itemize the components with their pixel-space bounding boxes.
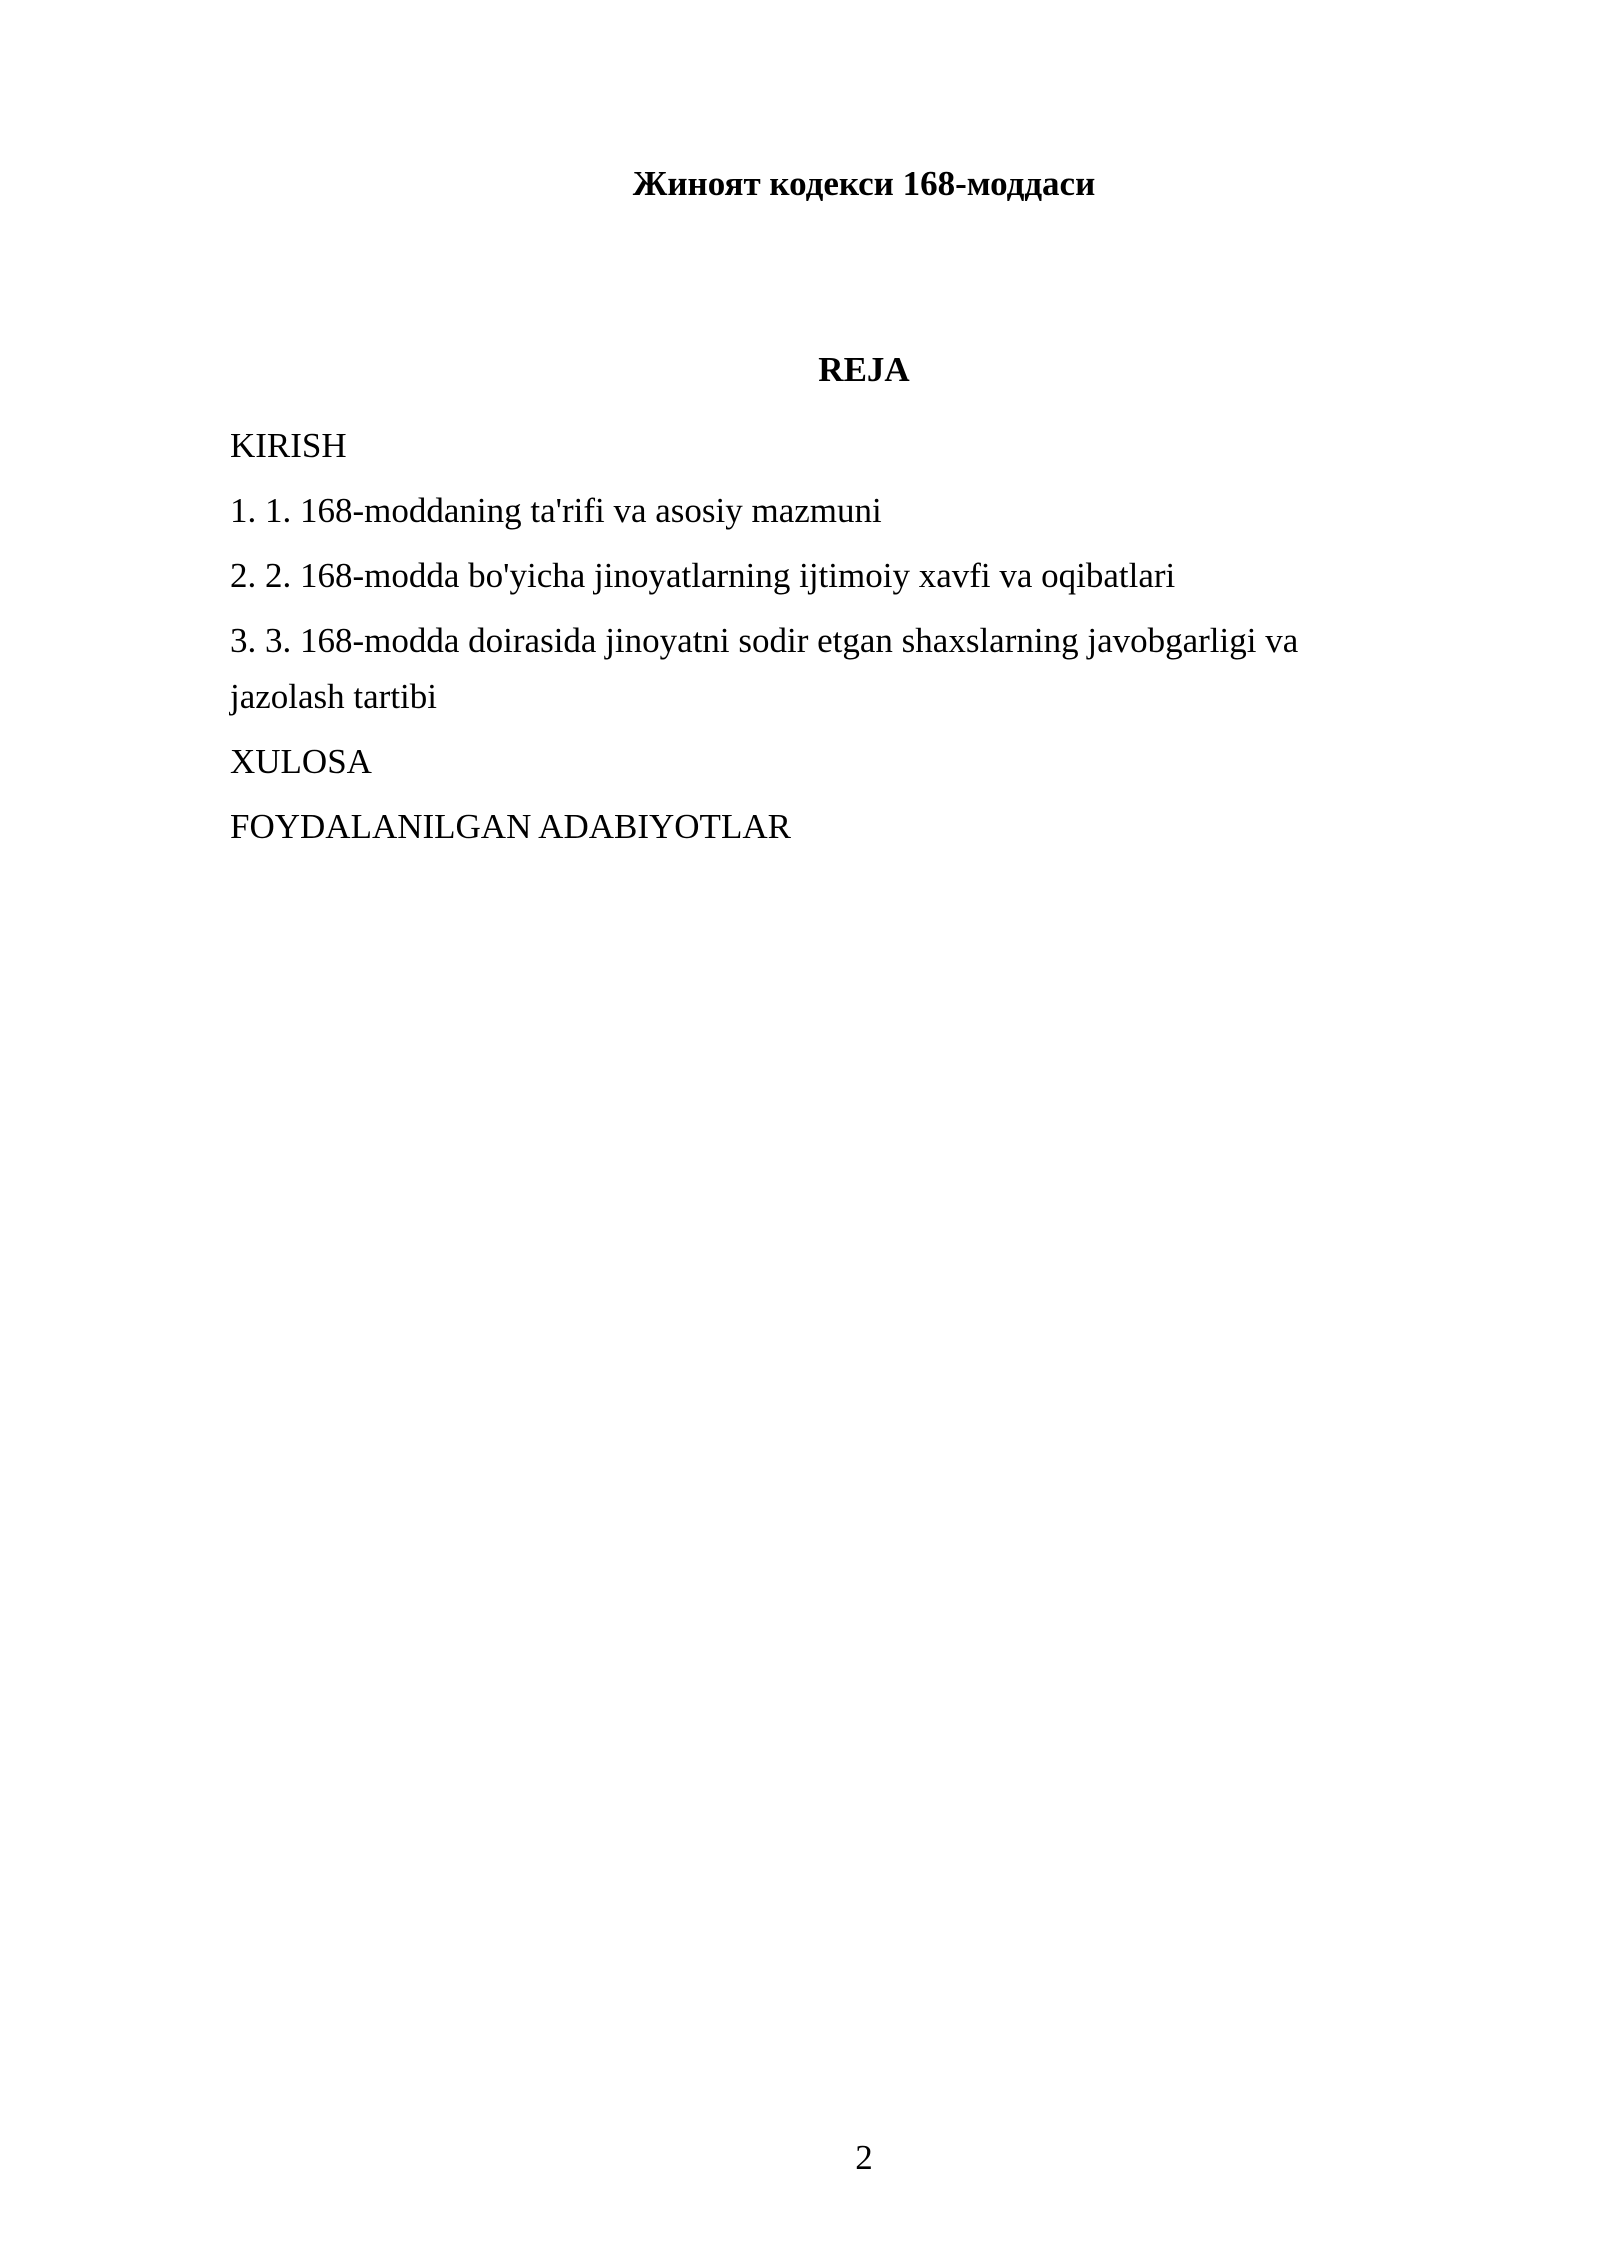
toc-item-references: FOYDALANILGAN ADABIYOTLAR bbox=[230, 807, 791, 846]
toc-item-conclusion: XULOSA bbox=[230, 742, 372, 781]
plan-heading: REJA bbox=[818, 350, 910, 389]
toc-item-section-2: 2. 2. 168-modda bo'yicha jinoyatlarning ijtimoiy xavfi va oqibatlari bbox=[230, 556, 1176, 595]
page-number: 2 bbox=[855, 2138, 873, 2177]
toc-item-introduction: KIRISH bbox=[230, 426, 347, 465]
document-title: Жиноят кодекси 168-моддаси bbox=[632, 164, 1096, 203]
toc-item-section-1: 1. 1. 168-moddaning ta'rifi va asosiy mazmuni bbox=[230, 491, 882, 530]
toc-item-section-3: 3. 3. 168-modda doirasida jinoyatni sodir etgan shaxslarning javobgarligi va jazolash tartibi bbox=[230, 621, 1299, 716]
table-of-contents bbox=[230, 418, 1390, 864]
